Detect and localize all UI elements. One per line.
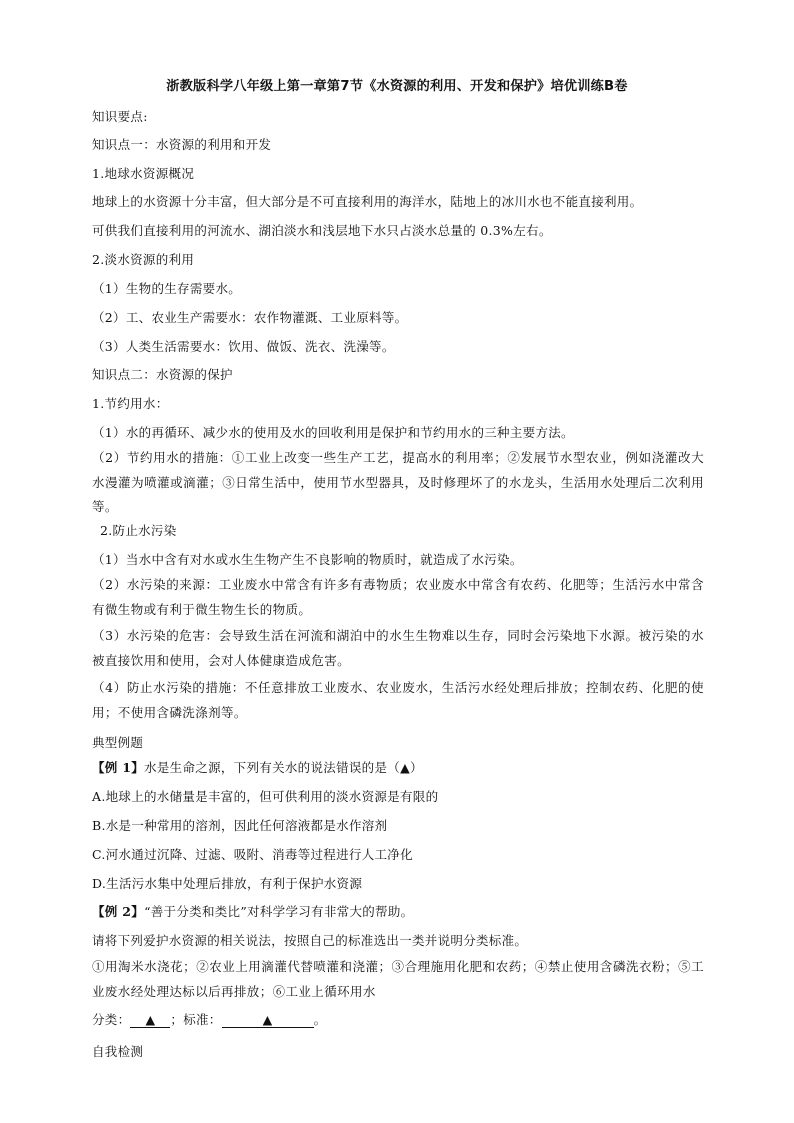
kp2-s1-item-1: （1）水的再循环、减少水的使用及水的回收利用是保护和节约用水的三种主要方法。 (92, 425, 574, 440)
kp2-s2-item-3: （3）水污染的危害：会导致生活在河流和湖泊中的水生生物难以生存，同时会污染地下水源。被污染的水被直接饮用和使用，会对人体健康造成危害。 (92, 628, 704, 668)
kp1-s2-item-1: （1）生物的生存需要水。 (92, 281, 242, 296)
example-1-question: 水是生命之源，下列有关水的说法错误的是（▲） (144, 760, 423, 775)
kp1-heading: 知识点一：水资源的利用和开发 (92, 137, 272, 152)
kp2-s1-item-2: （2）节约用水的措施：①工业上改变一些生产工艺，提高水的利用率；②发展节水型农业，例如浇灌改大水漫灌为喷灌或滴灌；③日常生活中，使用节水型器具，及时修理坏了的水龙头，生活用水处理后二次利用等。 (92, 450, 704, 514)
kp1-s1-title: 1.地球水资源概况 (92, 166, 195, 181)
example-1-option-c: C.河水通过沉降、过滤、吸附、消毒等过程进行人工净化 (92, 847, 413, 862)
kp1-s2-item-2: （2）工、农业生产需要水：农作物灌溉、工业原料等。 (92, 310, 408, 325)
example-2-tag: 【例 2】 (92, 904, 145, 919)
examples-heading: 典型例题 (92, 735, 144, 750)
kp2-s2-item-2: （2）水污染的来源：工业废水中常含有许多有毒物质；农业废水中常含有农药、化肥等；生活污水中常含有微生物或有利于微生物生长的物质。 (92, 577, 704, 617)
example-2-question: “善于分类和类比”对科学学习有非常大的帮助。 (144, 904, 414, 919)
standard-label: ；标准： (170, 1012, 222, 1027)
example-1-stem (92, 760, 704, 776)
classify-blank[interactable]: ▲ (130, 1013, 170, 1028)
answer-end: 。 (313, 1012, 327, 1027)
example-1-option-d: D.生活污水集中处理后排放，有利于保护水资源 (92, 876, 363, 891)
document-title: 浙教版科学八年级上第一章第7节《水资源的利用、开发和保护》培优训练B卷 (166, 79, 628, 94)
self-check-heading: 自我检测 (92, 1044, 144, 1059)
kp2-s2-item-4: （4）防止水污染的措施：不任意排放工业废水、农业废水，生活污水经处理后排放；控制农药、化肥的使用；不使用含磷洗涤剂等。 (92, 680, 704, 720)
standard-blank[interactable]: ▲ (222, 1013, 314, 1028)
example-1-tag: 【例 1】 (92, 760, 145, 775)
example-1-option-b: B.水是一种常用的溶剂，因此任何溶液都是水作溶剂 (92, 818, 388, 833)
kp2-heading: 知识点二：水资源的保护 (92, 367, 233, 382)
kp1-s1-p2: 可供我们直接利用的河流水、湖泊淡水和浅层地下水只占淡水总量的 0.3%左右。 (92, 223, 552, 238)
example-1-option-a: A.地球上的水储量是丰富的，但可供利用的淡水资源是有限的 (92, 789, 439, 804)
example-2-stem (92, 904, 704, 920)
example-2-items: ①用淘米水浇花；②农业上用滴灌代替喷灌和浇灌；③合理施用化肥和农药；④禁止使用含磷洗衣粉；⑤工业废水经处理达标以后再排放；⑥工业上循环用水 (92, 959, 704, 999)
knowledge-heading: 知识要点: (92, 109, 148, 124)
kp1-s2-item-3: （3）人类生活需要水：饮用、做饭、洗衣、洗澡等。 (92, 339, 395, 354)
kp1-s2-title: 2.淡水资源的利用 (92, 252, 195, 267)
example-2-answer-line (92, 1012, 704, 1028)
kp2-s2-item-1: （1）当水中含有对水或水生生物产生不良影响的物质时，就造成了水污染。 (92, 552, 523, 567)
kp2-s2-title: 2.防止水污染 (100, 523, 177, 538)
kp1-s1-p1: 地球上的水资源十分丰富，但大部分是不可直接利用的海洋水，陆地上的冰川水也不能直接利用。 (92, 194, 643, 209)
classify-label: 分类： (92, 1012, 131, 1027)
kp2-s1-title: 1.节约用水： (92, 396, 169, 411)
example-2-instruction: 请将下列爱护水资源的相关说法，按照自己的标准选出一类并说明分类标准。 (92, 933, 528, 948)
